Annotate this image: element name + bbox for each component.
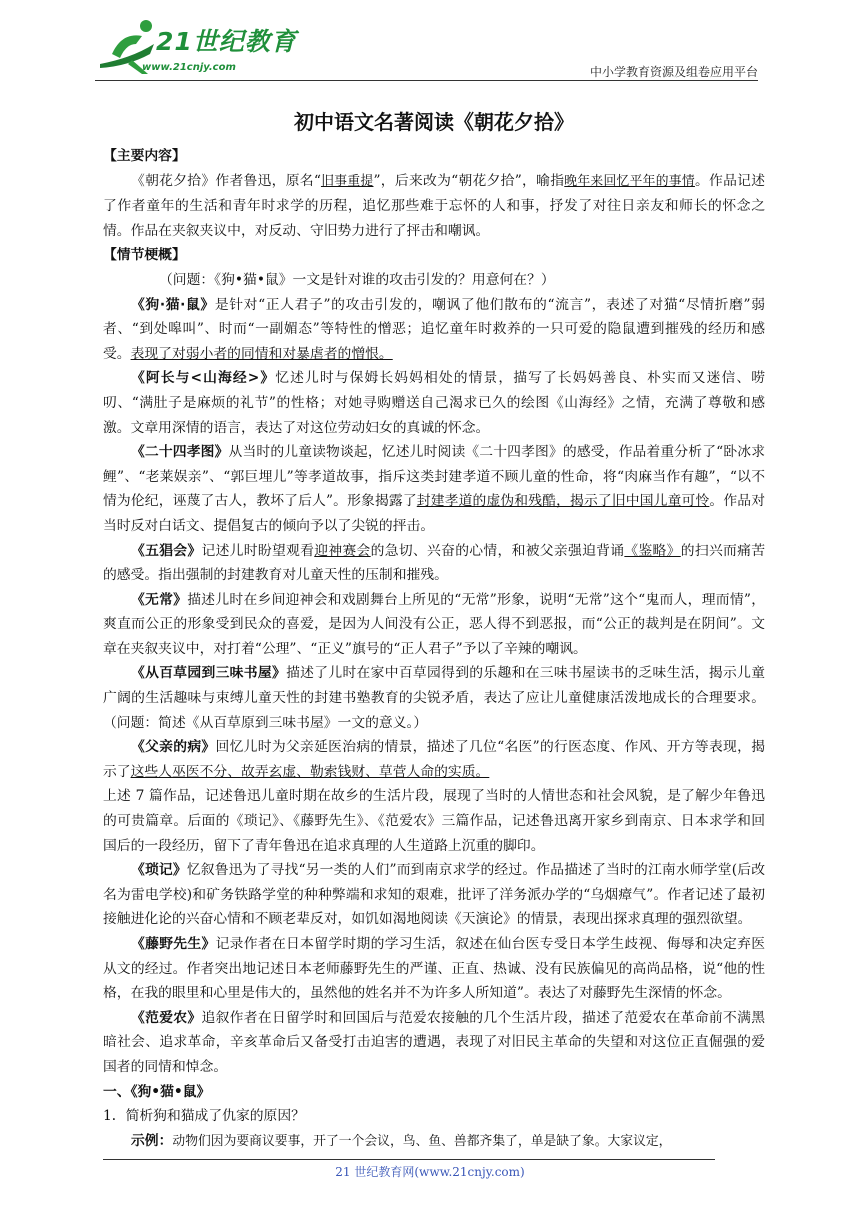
- question-one: 1．简析狗和猫成了仇家的原因？: [103, 1108, 305, 1125]
- page-title: 初中语文名著阅读《朝花夕拾》: [294, 110, 574, 134]
- paragraph-gou-mao-shu: 《狗·猫·鼠》是针对“正人君子”的攻击引发的，嘲讽了他们散布的“流言”，表述了对猫“尽情折磨”弱者、“到处嗥叫”、时而“一副媚态”等特性的憎恶；追忆童年时救养的一只可爱的隐鼠遭到摧残的经历和感受。表现了对弱小者的同情和对暴虐者的憎恨。: [103, 296, 765, 362]
- paragraph-suoji: 《琐记》忆叙鲁迅为了寻找“另一类的人们”而到南京求学的经过。作品描述了当时的江南水师学堂(后改名为雷电学校)和矿务铁路学堂的种种弊端和求知的艰难，批评了洋务派办学的“乌烟瘴气”。作者记述了最初接触进化论的兴奋心情和不顾老辈反对，如饥如渴地阅读《天演论》的情景，表现出探求真理的强烈欲望。: [103, 862, 765, 928]
- paragraph-tengye: 《藤野先生》记录作者在日本留学时期的学习生活，叙述在仙台医专受日本学生歧视、侮辱和决定弃医从文的经过。作者突出地记述日本老师藤野先生的严谨、正直、热诚、没有民族偏见的高尚品格，说“他的性格，在我的眼里和心里是伟大的，虽然他的姓名并不为许多人所知道”。表达了对藤野先生深情的怀念。: [103, 936, 766, 1002]
- logo-text: 21世纪教育: [156, 27, 297, 56]
- footer-divider: [103, 1159, 715, 1160]
- paragraph-24xiaotu: 《二十四孝图》从当时的儿童读物谈起，忆述儿时阅读《二十四孝图》的感受，作品着重分析了“卧冰求鲤”、“老莱娱亲”、“郭巨埋儿”等孝道故事，指斥这类封建孝道不顾儿童的性命，将“肉麻当作有趣”，“以不情为伦纪，诬蔑了古人，教坏了后人”。形象揭露了封建孝道的虚伪和残酷，揭示了旧中国儿童可怜。作品对当时反对白话文、提倡复古的倾向予以了尖锐的抨击。: [103, 444, 766, 534]
- page-header: [0, 0, 860, 90]
- paragraph-baicaoyuan: 《从百草园到三味书屋》描述了儿时在家中百草园得到的乐趣和在三味书屋读书的乏味生活，揭示儿童广阔的生活趣味与束缚儿童天性的封建书塾教育的尖锐矛盾，表达了应让儿童健康活泼地成长的合理要求。（问题：简述《从百草原到三味书屋》一文的意义。）: [103, 665, 766, 731]
- section-main-content: 【主要内容】: [103, 148, 186, 164]
- question-gou: （问题：《狗•猫•鼠》一文是针对谁的攻击引发的？用意何在？）: [159, 271, 555, 288]
- paragraph-wuchanghui: 《五猖会》记述儿时盼望观看迎神赛会的急切、兴奋的心情，和被父亲强迫背诵《鉴略》的扫兴而痛苦的感受。指出强制的封建教育对儿童天性的压制和摧残。: [103, 542, 766, 584]
- example-answer: 示例：动物们因为要商议要事，开了一个会议，鸟、鱼、兽都齐集了，单是缺了象。大家议定，: [131, 1132, 672, 1149]
- paragraph-intro: 《朝花夕拾》作者鲁迅，原名“旧事重提”，后来改为“朝花夕拾”，喻指晚年来回忆平年的事情。作品记述了作者童年的生活和青年时求学的历程，追忆那些难于忘怀的人和事，抒发了对往日亲友和师长的怀念之情。作品在夹叙夹议中，对反动、守旧势力进行了抨击和嘲讽。: [103, 172, 766, 239]
- platform-label: 中小学教育资源及组卷应用平台: [589, 65, 758, 79]
- paragraph-fuqin: 《父亲的病》回忆儿时为父亲延医治病的情景，描述了几位“名医”的行医态度、作风、开方等表现，揭示了这些人巫医不分、故弄玄虚、勒索钱财、草菅人命的实质。: [103, 739, 766, 780]
- logo-url: www.21cnjy.com: [142, 62, 236, 73]
- document-body: [103, 108, 765, 1154]
- part-one-heading: 一、《狗•猫•鼠》: [103, 1083, 211, 1100]
- paragraph-summary: 上述 7 篇作品，记述鲁迅儿童时期在故乡的生活片段，展现了当时的人情世态和社会风貌，是了解少年鲁迅的可贵篇章。后面的《琐记》、《藤野先生》、《范爱农》三篇作品，记述鲁迅离开家乡到南京、日本求学和回国后的一段经历，留下了青年鲁迅在追求真理的人生道路上沉重的脚印。: [103, 788, 765, 854]
- footer-source: 21 世纪教育网(www.21cnjy.com): [335, 1165, 525, 1179]
- paragraph-wuchang: 《无常》描述儿时在乡间迎神会和戏剧舞台上所见的“无常”形象，说明“无常”这个“鬼而人，理而情”，爽直而公正的形象受到民众的喜爱，是因为人间没有公正，恶人得不到恶报，而“公正的裁判是在阴间”。文章在夹叙夹议中，对打着“公理”、“正义”旗号的“正人君子”予以了辛辣的嘲讽。: [103, 591, 765, 657]
- header-divider: [95, 80, 758, 81]
- paragraph-fanainong: 《范爱农》追叙作者在日留学时和回国后与范爱农接触的几个生活片段，描述了范爱农在革命前不满黑暗社会、追求革命，辛亥革命后又备受打击迫害的遭遇，表现了对旧民主革命的失望和对这位正直倔强的爱国者的同情和悼念。: [103, 1009, 766, 1075]
- paragraph-achang: 《阿长与<山海经>》忆述儿时与保姆长妈妈相处的情景，描写了长妈妈善良、朴实而又迷信、唠叨、“满肚子是麻烦的礼节”的性格；对她寻购赠送自己渴求已久的绘图《山海经》之情，充满了尊敬和感激。文章用深情的语言，表达了对这位劳动妇女的真诚的怀念。: [103, 370, 766, 436]
- section-plot: 【情节梗概】: [103, 247, 186, 264]
